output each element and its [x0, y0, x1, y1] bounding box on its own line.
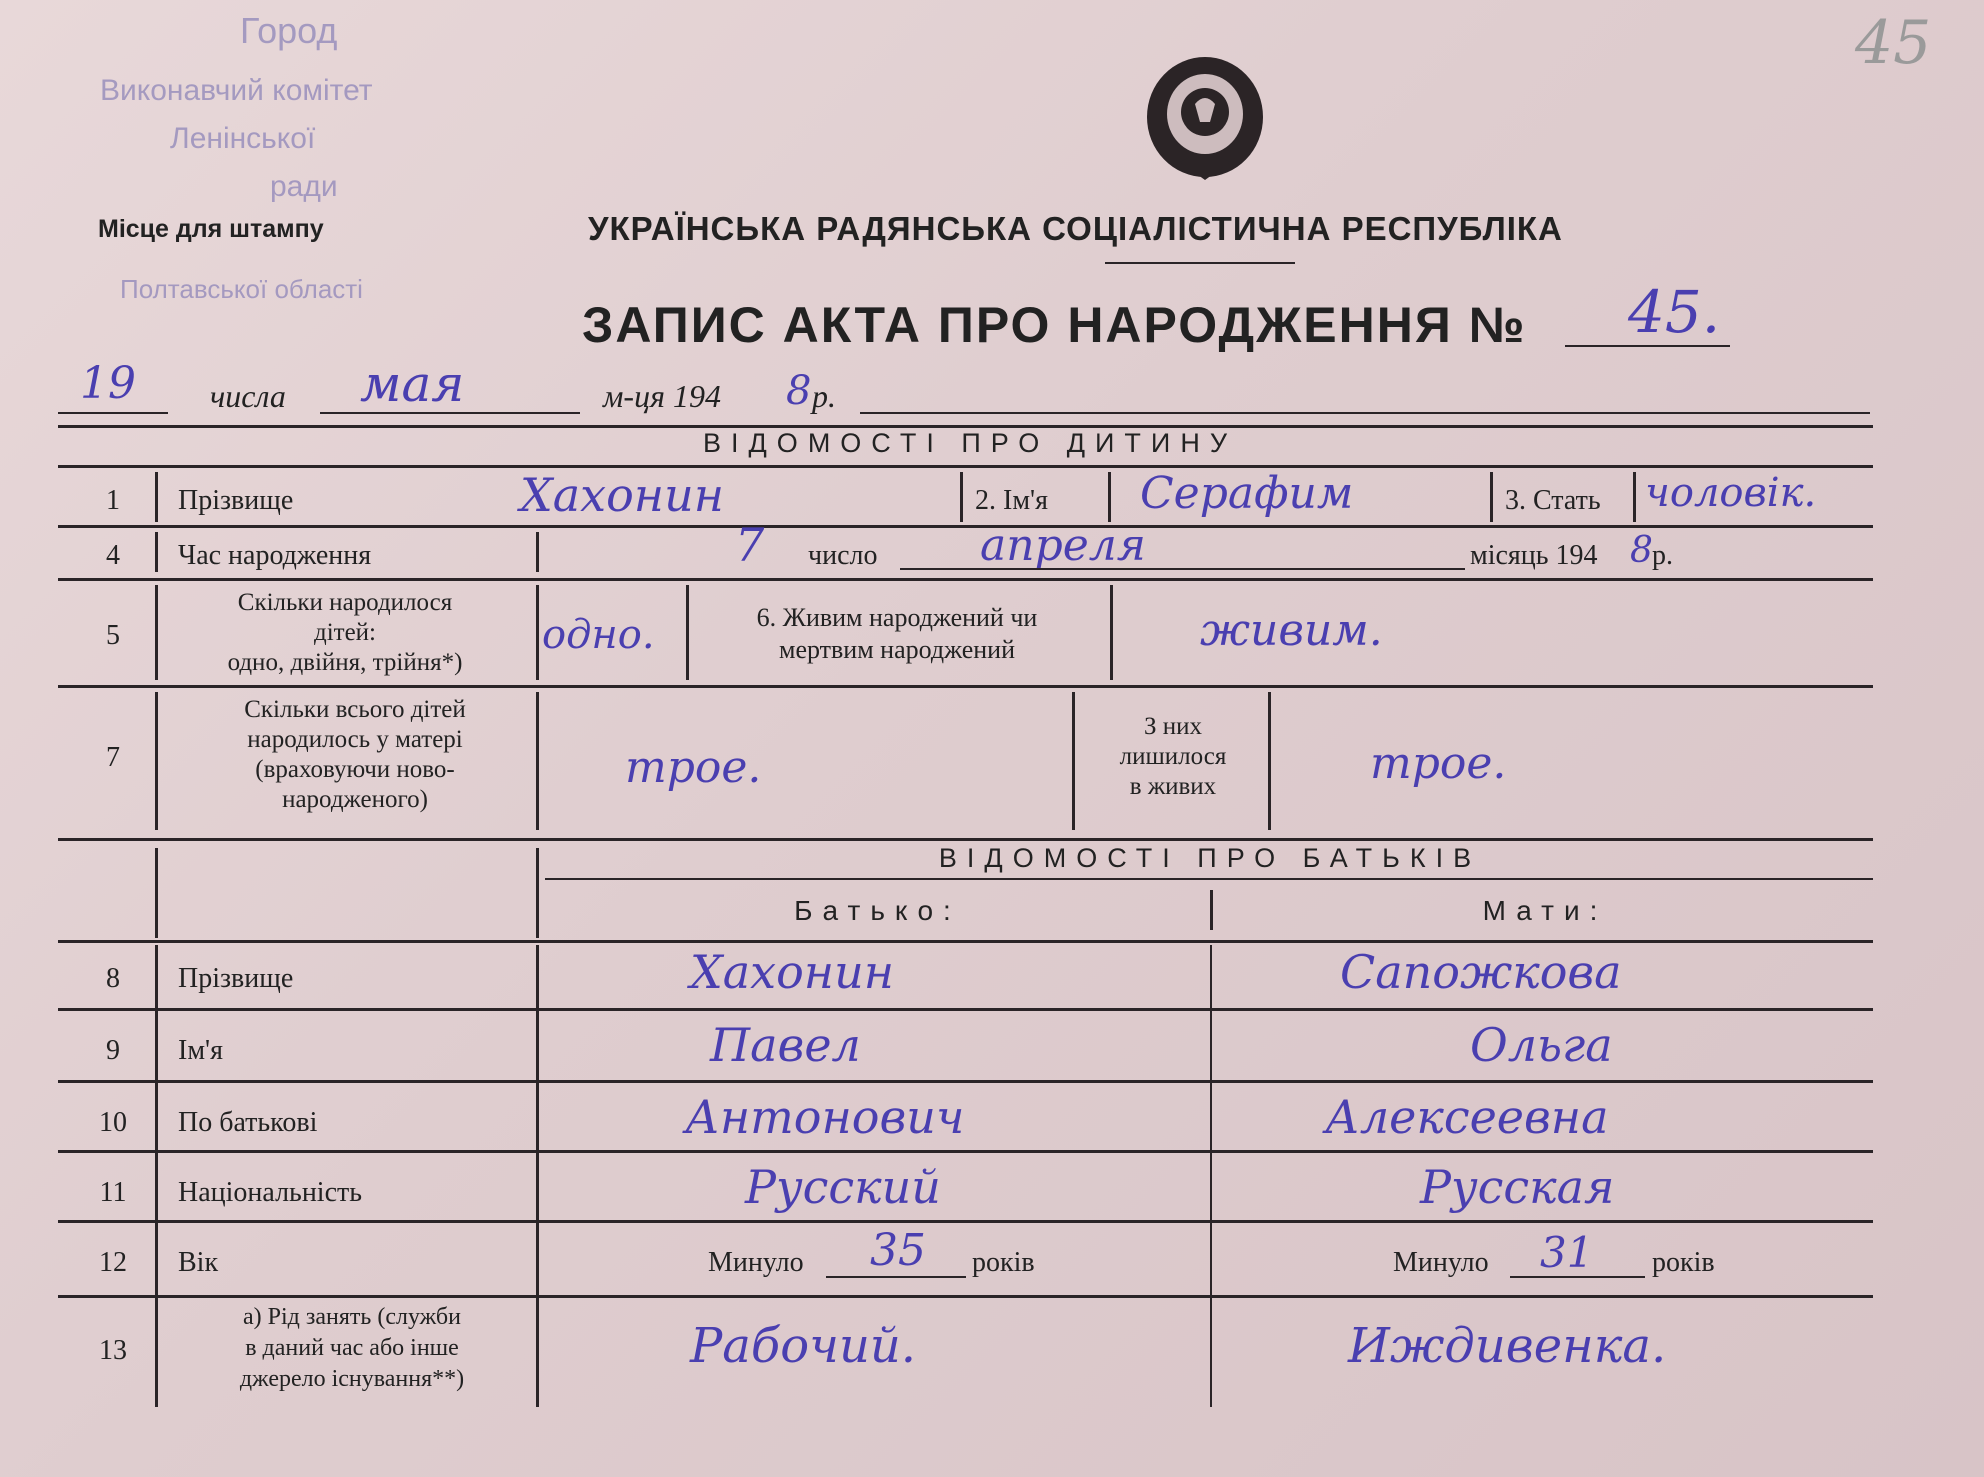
- label-line: Скільки всього дітей: [244, 696, 466, 723]
- child-surname-label: Прізвище: [178, 485, 294, 516]
- record-year-digit: 8: [786, 368, 812, 414]
- child-sex-value: чоловік.: [1645, 470, 1817, 516]
- total-children-value: трое.: [625, 742, 762, 793]
- birth-year-digit: 8: [1630, 530, 1653, 571]
- mother-surname-value: Сапожкова: [1340, 945, 1622, 999]
- father-age-value: 35: [870, 1225, 926, 1276]
- birth-month-value: апреля: [980, 520, 1146, 571]
- label-line: одно, двійня, трійня*): [227, 649, 463, 676]
- birth-year-suffix: р.: [1652, 540, 1673, 571]
- alive-value: живим.: [1200, 605, 1383, 656]
- document-title: ЗАПИС АКТА ПРО НАРОДЖЕННЯ №: [582, 297, 1527, 353]
- surviving-label: [1078, 712, 1268, 802]
- page-number: 45: [1855, 8, 1932, 78]
- label-line: в даний час або інше: [245, 1335, 459, 1361]
- father-surname-value: Хахонин: [690, 945, 895, 999]
- section-parents-heading: ВІДОМОСТІ ПРО БАТЬКІВ: [938, 843, 1482, 873]
- row-number: 4: [106, 540, 120, 571]
- mother-age-suffix: років: [1652, 1247, 1715, 1278]
- label-line: Скільки народилося: [237, 589, 453, 616]
- office-stamp: [100, 10, 520, 305]
- child-surname-value: Хахонин: [520, 468, 725, 522]
- occupation-label: [172, 1302, 532, 1395]
- child-name-label: 2. Ім'я: [975, 485, 1048, 516]
- year-suffix: р.: [812, 378, 836, 414]
- row-number: 12: [99, 1247, 127, 1278]
- record-number: 45.: [1628, 278, 1721, 346]
- father-occupation-value: Рабочий.: [690, 1318, 917, 1374]
- label-line: мертвим народжений: [779, 635, 1015, 664]
- patronymic-label: По батькові: [178, 1107, 318, 1138]
- label-line: в живих: [1129, 773, 1217, 800]
- day-label: числа: [210, 378, 286, 414]
- republic-title: УКРАЇНСЬКА РАДЯНСЬКА СОЦІАЛІСТИЧНА РЕСПУБЛІКА: [588, 210, 1563, 247]
- father-name-value: Павел: [710, 1018, 861, 1072]
- children-born-label: [160, 588, 530, 678]
- mother-occupation-value: Иждивенка.: [1348, 1318, 1667, 1374]
- birth-month-label: місяць 194: [1470, 540, 1598, 571]
- row-number: 13: [99, 1335, 127, 1366]
- mother-name-value: Ольга: [1470, 1018, 1613, 1072]
- mother-patronymic-value: Алексеевна: [1325, 1090, 1609, 1144]
- nationality-label: Національність: [178, 1177, 363, 1208]
- record-day: 19: [80, 358, 136, 409]
- row-number: 5: [106, 620, 120, 651]
- birth-day-label: число: [808, 540, 878, 571]
- alive-question-label: [692, 602, 1102, 666]
- father-name-label: Ім'я: [178, 1035, 223, 1066]
- month-label: м-ця 194: [603, 378, 721, 414]
- label-line: народженого): [282, 786, 428, 813]
- child-name-value: Серафим: [1140, 468, 1354, 519]
- children-born-value: одно.: [542, 612, 655, 658]
- father-nationality-value: Русский: [745, 1160, 941, 1214]
- father-surname-label: Прізвище: [178, 963, 294, 994]
- label-line: 6. Живим народжений чи: [756, 603, 1038, 632]
- section-child-heading: ВІДОМОСТІ ПРО ДИТИНУ: [703, 428, 1237, 458]
- label-line: лишилося: [1119, 743, 1227, 770]
- age-label: Вік: [178, 1247, 219, 1278]
- birth-time-label: Час народження: [178, 540, 372, 571]
- stamp-line: Город: [240, 10, 338, 51]
- stamp-line: ради: [270, 170, 338, 203]
- row-number: 1: [106, 485, 120, 516]
- mother-header: Мати:: [1482, 895, 1608, 926]
- father-patronymic-value: Антонович: [685, 1090, 965, 1144]
- row-number: 9: [106, 1035, 120, 1066]
- label-line: джерело існування**): [239, 1366, 465, 1392]
- stamp-line: Виконавчий комітет: [100, 74, 373, 107]
- father-header: Батько:: [794, 895, 961, 926]
- mother-age-prefix: Минуло: [1393, 1247, 1489, 1278]
- label-line: а) Рід занять (служби: [243, 1304, 461, 1330]
- surviving-value: трое.: [1370, 738, 1507, 789]
- birth-day-value: 7: [735, 518, 765, 572]
- child-sex-label: 3. Стать: [1505, 485, 1601, 516]
- row-number: 11: [99, 1177, 127, 1208]
- label-line: (враховуючи ново-: [255, 756, 455, 783]
- mother-age-value: 31: [1540, 1228, 1594, 1277]
- row-number: 10: [99, 1107, 127, 1138]
- label-line: народилось у матері: [247, 726, 463, 753]
- record-month: мая: [360, 355, 465, 413]
- row-number: 7: [106, 742, 120, 773]
- stamp-line: Ленінської: [170, 122, 316, 155]
- stamp-line: Полтавської області: [120, 274, 363, 304]
- label-line: З них: [1143, 713, 1203, 740]
- father-age-prefix: Минуло: [708, 1247, 804, 1278]
- state-emblem-icon: [1140, 52, 1270, 187]
- row-number: 8: [106, 963, 120, 994]
- total-children-label: [175, 695, 535, 815]
- father-age-suffix: років: [972, 1247, 1035, 1278]
- label-line: дітей:: [313, 619, 376, 646]
- mother-nationality-value: Русская: [1420, 1160, 1615, 1214]
- stamp-place-label: Місце для штампу: [98, 215, 324, 243]
